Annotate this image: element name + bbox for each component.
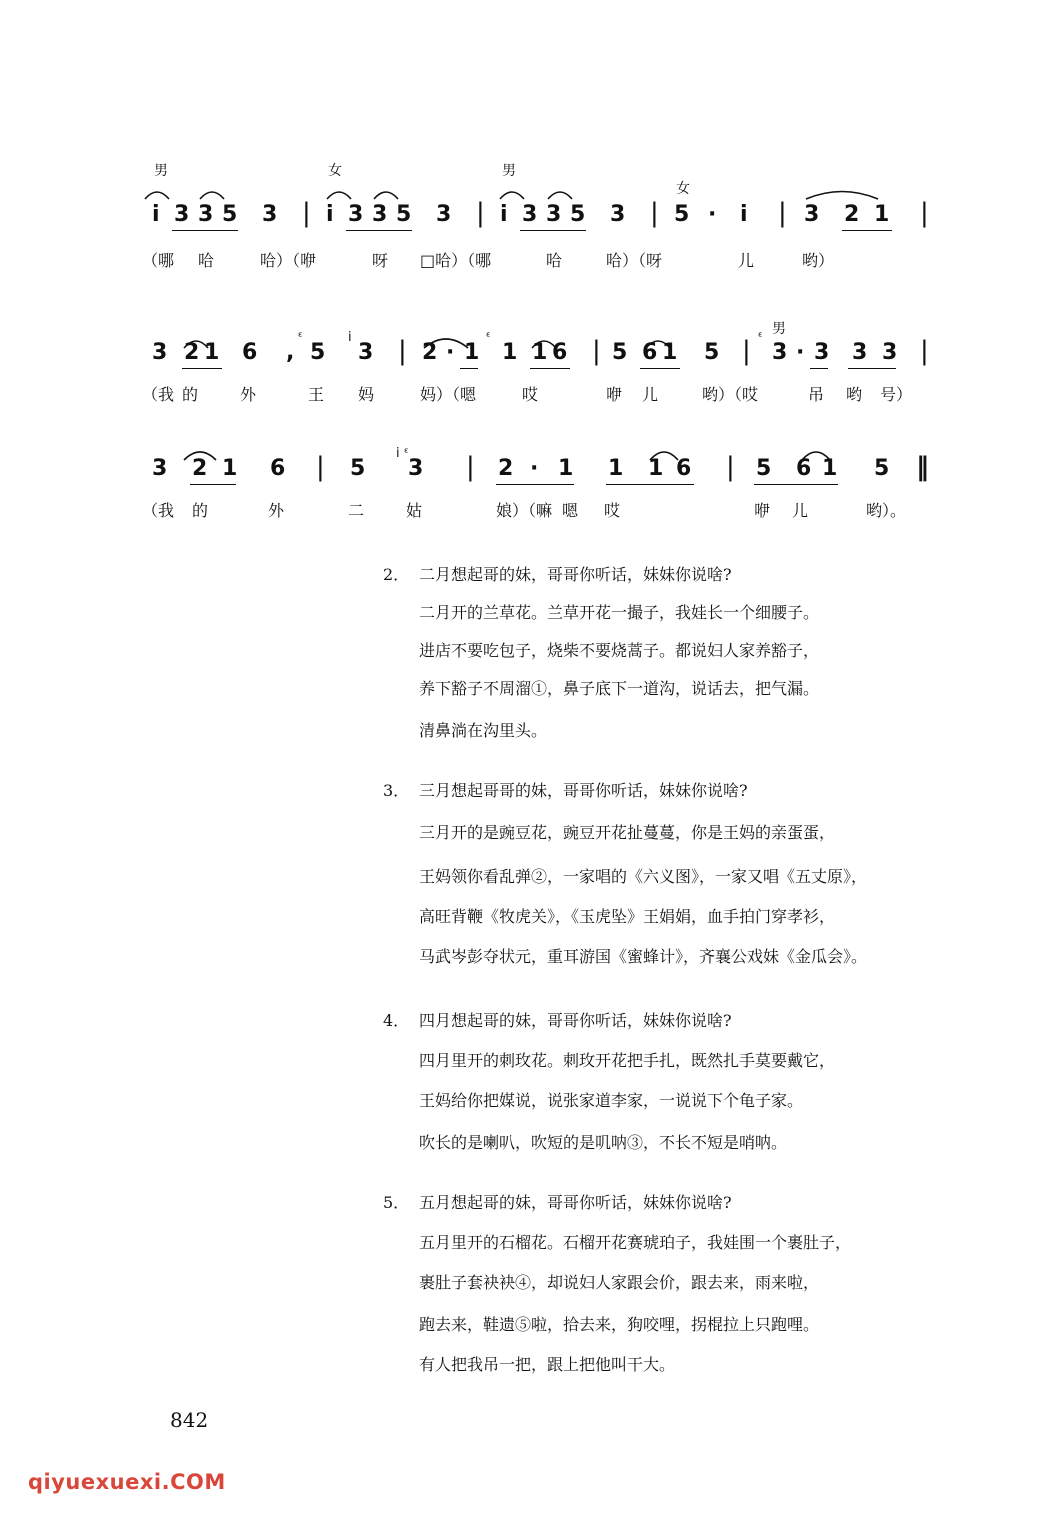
note: · [796,340,805,365]
note: 3 [348,202,364,227]
note: 5 [222,202,238,227]
bar-line: | [302,198,311,228]
note: 6 [242,340,258,365]
role-marker: 男 [502,163,516,179]
lyric: 哟）（哎 [702,385,759,404]
lyric: 哟）。 [866,501,907,520]
note: i [152,202,160,227]
note: 1 [222,456,238,481]
note: 2 [498,456,514,481]
lyric: 儿 [792,501,809,520]
lyric: 外 [240,385,257,404]
lyric: 的 [182,385,199,404]
verse-line: 五月想起哥的妹，哥哥你听话，妹妹你说啥? [419,1193,732,1212]
lyric: 妈）（嗯 [420,385,477,404]
verse-line: 裹肚子套袂袂④，却说妇人家跟会价，跟去来，雨来啦， [419,1273,820,1292]
note: i [740,202,748,227]
note: 3 [814,340,830,365]
note: 3 [198,202,214,227]
lyric: 哟） [802,251,835,270]
verse-line: 王妈给你把媒说，说张家道李家，一说说下个龟子家。 [419,1091,804,1110]
note: 5 [674,202,690,227]
note: 6 [676,456,692,481]
note: 2 [184,340,200,365]
bar-line: | [316,452,325,482]
underline [520,230,586,231]
verse-line: 二月开的兰草花。兰草开花一撮子，我娃长一个细腰子。 [419,603,820,622]
note: 3 [408,456,424,481]
lyric: 咿 [606,385,623,404]
underline [496,484,574,485]
note: 3 [852,340,868,365]
note: 5 [612,340,628,365]
verse-number: 3． [383,781,410,800]
note: 3 [174,202,190,227]
grace-note: ᵋ [486,330,491,345]
underline [182,368,222,369]
bar-line: | [742,336,751,366]
verse-line: 高旺背鞭《牧虎关》，《玉虎坠》王娟娟，血手拍门穿孝衫， [419,907,836,926]
note: · [708,202,717,227]
note: 6 [796,456,812,481]
note: 3 [546,202,562,227]
note: 5 [874,456,890,481]
verse-line: 二月想起哥的妹，哥哥你听话，妹妹你说啥? [419,565,732,584]
lyric: 哎 [522,385,539,404]
bar-line: | [476,198,485,228]
note: 5 [756,456,772,481]
note: 3 [372,202,388,227]
final-bar-line: ‖ [916,452,926,482]
note: · [530,456,539,481]
note: 3 [804,202,820,227]
lyric: □哈）（哪 [420,251,492,270]
note: 1 [204,340,220,365]
verse-line: 四月想起哥的妹，哥哥你听话，妹妹你说啥? [419,1011,732,1030]
note: 5 [396,202,412,227]
role-marker: 男 [772,321,786,337]
note: i [500,202,508,227]
note: , [286,340,295,365]
verse-line: 四月里开的刺玫花。刺玫开花把手扎，既然扎手莫要戴它， [419,1051,836,1070]
lyric: 呀 [372,251,389,270]
note: 3 [882,340,898,365]
verse-line: 五月里开的石榴花。石榴开花赛琥珀子，我娃围一个裹肚子， [419,1233,852,1252]
note: 1 [648,456,664,481]
lyric: 哈 [198,251,215,270]
note: 5 [350,456,366,481]
underline [754,484,838,485]
note: 5 [570,202,586,227]
verse-number: 5． [383,1193,410,1212]
lyric: 姑 [406,501,423,520]
verse-line: 清鼻淌在沟里头。 [419,721,548,740]
verse-line: 三月想起哥哥的妹，哥哥你听话，妹妹你说啥? [419,781,748,800]
note: 1 [464,340,480,365]
verse-line: 跑去来，鞋遗⑤啦，拾去来，狗咬哩，拐棍拉上只跑哩。 [419,1315,820,1334]
grace-note: ᵋ [298,330,303,345]
lyric: 嗯 [562,501,579,520]
grace-note: ᵋ [404,446,409,461]
note: i [326,202,334,227]
bar-line: | [726,452,735,482]
verse-number: 4． [383,1011,410,1030]
bar-line: | [398,336,407,366]
lyric: 哟 [846,385,863,404]
site-watermark: qiyuexuexi.COM [28,1470,226,1494]
note: 2 [422,340,438,365]
verse-line: 吹长的是喇叭，吹短的是叽呐③，不长不短是哨呐。 [419,1133,788,1152]
verse-line: 马武岑彭夺状元，重耳游国《蜜蜂计》，齐襄公戏妹《金瓜会》。 [419,947,868,966]
note: 3 [152,456,168,481]
verse-number: 2． [383,565,410,584]
role-marker: 女 [676,181,690,197]
lyric: 哈）（呀 [606,251,663,270]
lyric: 娘）（嘛 [496,501,553,520]
bar-line: | [650,198,659,228]
verse-line: 养下豁子不周溜①，鼻子底下一道沟，说话去，把气漏。 [419,679,820,698]
verse-line: 进店不要吃包子，烧柴不要烧蒿子。都说妇人家养豁子， [419,641,820,660]
underline [810,368,828,369]
note: 1 [502,340,518,365]
underline [190,484,236,485]
note: 3 [262,202,278,227]
verse-line: 王妈领你看乱弹②，一家唱的《六义图》，一家又唱《五丈原》， [419,867,868,886]
note: 5 [704,340,720,365]
note: 3 [522,202,538,227]
bar-line: | [920,198,929,228]
note: · [446,340,455,365]
underline [848,368,896,369]
note: 2 [192,456,208,481]
lyric: 哎 [604,501,621,520]
note: 3 [610,202,626,227]
bar-line: | [920,336,929,366]
note: 3 [772,340,788,365]
note: 1 [662,340,678,365]
role-marker: 男 [154,163,168,179]
lyric: （哪 [142,251,175,270]
underline [606,484,694,485]
underline [530,368,570,369]
note: 2 [844,202,860,227]
note: 1 [608,456,624,481]
note: 1 [532,340,548,365]
lyric: 哈）（咿 [260,251,317,270]
lyric: 王 [308,385,325,404]
note: 3 [436,202,452,227]
underline [640,368,680,369]
grace-note: i [348,330,352,345]
note: 6 [552,340,568,365]
bar-line: | [466,452,475,482]
verse-line: 有人把我吊一把，跟上把他叫干大。 [419,1355,676,1374]
note: 1 [558,456,574,481]
underline [842,230,892,231]
lyric: 儿 [738,251,755,270]
underline [460,368,478,369]
lyric: 号） [880,385,913,404]
bar-line: | [778,198,787,228]
lyric: 的 [192,501,209,520]
lyric: 儿 [642,385,659,404]
note: 1 [874,202,890,227]
lyric: 哈 [546,251,563,270]
bar-line: | [592,336,601,366]
lyric: 二 [348,501,365,520]
lyric: （我 [142,385,175,404]
note: 3 [358,340,374,365]
grace-note: i [396,446,400,461]
note: 3 [152,340,168,365]
lyric: 外 [268,501,285,520]
lyric: （我 [142,501,175,520]
page-number: 842 [170,1408,209,1432]
note: 1 [822,456,838,481]
underline [346,230,412,231]
role-marker: 女 [328,163,342,179]
note: 6 [642,340,658,365]
lyric: 妈 [358,385,375,404]
grace-note: ᵋ [758,330,763,345]
underline [172,230,238,231]
verse-line: 三月开的是豌豆花，豌豆开花扯蔓蔓，你是王妈的亲蛋蛋， [419,823,836,842]
lyric: 咿 [754,501,771,520]
note: 6 [270,456,286,481]
note: 5 [310,340,326,365]
lyric: 吊 [808,385,825,404]
